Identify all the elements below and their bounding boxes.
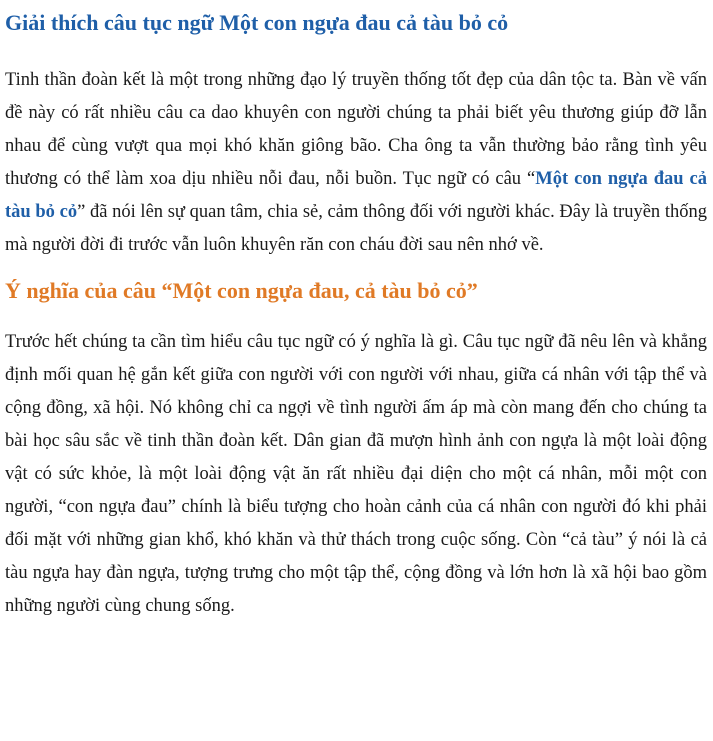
intro-paragraph xyxy=(5,64,707,262)
section-heading: Ý nghĩa của câu “Một con ngựa đau, cả tàu bỏ cỏ” xyxy=(5,278,478,303)
section-paragraph: Trước hết chúng ta cần tìm hiểu câu tục ngữ có ý nghĩa là gì. Câu tục ngữ đã nêu lên và khẳng định mối quan hệ gắn kết giữa con người với con người với nhau, giữa cá nhân với tập thể và cộng đồng, xã hội. Nó không chỉ ca ngợi về tình người ấm áp mà còn mang đến cho chúng ta bài học sâu sắc về tinh thần đoàn kết. Dân gian đã mượn hình ảnh con ngựa là một loài động vật có sức khỏe, là một loài động vật ăn rất nhiều đại diện cho một cá nhân, mỗi một con người, “con ngựa đau” chính là biểu tượng cho hoàn cảnh của cá nhân con người đó khi phải đối mặt với những gian khổ, khó khăn và thử thách trong cuộc sống. Còn “cả tàu” ý nói là cả tàu ngựa hay đàn ngựa, tượng trưng cho một tập thể, cộng đồng và lớn hơn là xã hội bao gồm những người cùng chung sống. xyxy=(5,332,707,616)
article-title: Giải thích câu tục ngữ Một con ngựa đau cả tàu bỏ cỏ xyxy=(5,10,509,35)
intro-text-after: ” đã nói lên sự quan tâm, chia sẻ, cảm thông đối với người khác. Đây là truyền thống mà người đời đi trước vẫn luôn khuyên răn con cháu đời sau nên nhớ về. xyxy=(5,202,708,255)
intro-text-before: Tinh thần đoàn kết là một trong những đạo lý truyền thống tốt đẹp của dân tộc ta. Bàn về vấn đề này có rất nhiều câu ca dao khuyên con người chúng ta phải biết yêu thương giúp đỡ lẫn nhau để cùng vượt qua mọi khó khăn giông bão. Cha ông ta vẫn thường bảo rằng tình yêu thương có thể làm xoa dịu nhiều nỗi đau, nỗi buồn. Tục ngữ có câu “ xyxy=(5,70,707,189)
proverb-highlight: Một con ngựa đau cả tàu bỏ cỏ xyxy=(5,169,707,222)
